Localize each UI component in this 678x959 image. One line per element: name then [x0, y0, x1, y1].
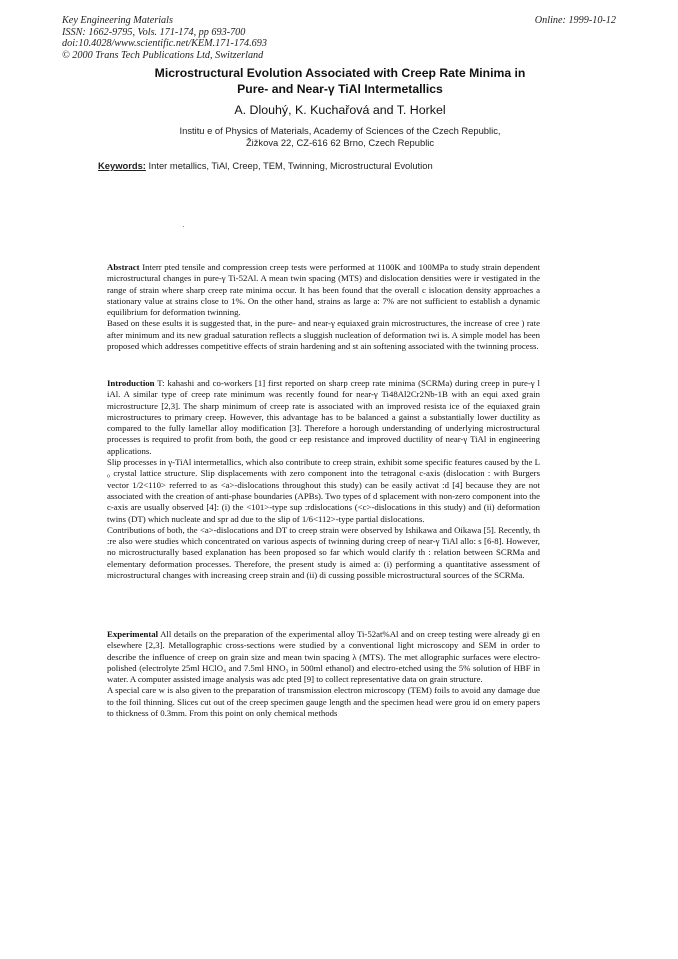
issn-line: ISSN: 1662-9795, Vols. 171-174, pp 693-700 [62, 26, 246, 38]
online-date: Online: 1999-10-12 [534, 15, 616, 26]
abstract-paragraph-2: Based on these esults it is suggested that, in the pure- and near-γ equiaxed grain microstructures, the increase of cree ) rate after minimum and its new gradual saturation reflects a sluggish nucleation of deformation twi is. A simple model has been proposed which addresses competitive effects of strain hardening and st ain softening associated with the twinning process. [107, 318, 540, 352]
intro-paragraph-1 [107, 378, 540, 457]
title-line-1: Microstructural Evolution Associated with Creep Rate Minima in [154, 66, 526, 80]
abstract-heading: Abstract [107, 262, 140, 272]
abstract-text-1: Interr pted tensile and compression creep tests were performed at 1100K and 100MPa to study strain dependent microstructural changes in pure-γ Ti-52Al. A mean twin spacing (MTS) and dislocation densities were ir vestigated in the range of strain where sharp creep rate minima occur. It has been found that the overall c islocation density approaches a stationary value at strains close to 1%. On the other hand, strains as large a: 7% are not sufficient to establish a dynamic equilibrium for deformation twinning. [107, 262, 540, 318]
title-line-2: Pure- and Near-γ TiAl Intermetallics [237, 82, 443, 96]
introduction-section [107, 378, 540, 581]
abstract-paragraph-1 [107, 262, 540, 318]
experimental-heading: Experimental [107, 629, 159, 639]
author-list: A. Dlouhý, K. Kuchařová and T. Horkel [234, 103, 446, 117]
affiliation [90, 125, 590, 149]
introduction-heading: Introduction [107, 378, 155, 388]
paper-title [90, 65, 590, 97]
journal-name: Key Engineering Materials [62, 15, 173, 26]
abstract-section [107, 262, 540, 352]
intro-paragraph-2: Slip processes in γ-TiAl intermetallics, which also contribute to creep strain, exhibit some specific features caused by the L ₀ crystal lattice structure. Slip displacements with zero component into the tetragonal c-axis (dislocation : with Burgers vector 1/2<110> referred to as <a>-dislocations throughout this study) can be easily activat :d [4] because they are not associated with the creation of anti-phase boundaries (APBs). Two types of d splacement with non-zero component into the c-axis are usually observed [4]: (i) the <101>-type sup :rdislocations (<c>-dislocations in this study) and (ii) deformation twins (DT) which nucleate and spr ad due to the slip of 1/6<112>-type partial dislocations. [107, 457, 540, 524]
keywords-label: Keywords: [98, 160, 146, 171]
experimental-text-1: All details on the preparation of the experimental alloy Ti-52at%Al and on creep testing were already gi en elsewhere [2,3]. Metallographic cross-sections were studied by a conventional light microscopy and SEM in order to describe the influence of creep on grain size and mean twin spacing λ (MTS). The met allographic surfaces were electro-polished (electrolyte 25ml HClO₄ and 7.5ml HNO₃ in 500ml ethanol) and electro-etched using the 5% solution of HBF in water. A computer assisted image analysis was adc pted [9] to collect representative data on grain structure. [107, 629, 540, 685]
experimental-paragraph-1 [107, 629, 540, 685]
copyright-line: © 2000 Trans Tech Publications Ltd, Switzerland [62, 49, 264, 61]
journal-header [62, 15, 267, 61]
intro-paragraph-3: Contributions of both, the <a>-dislocations and DT to creep strain were observed by Ishikawa and Oikawa [5]. Recently, th :re also were studies which concentrated on various aspects of twinning during creep of near-γ TiAl allo: s [6-8]. However, no microstructurally based explanation has been proposed so far which would clarify th : relation between SCRMa and elementary deformation processes. Therefore, the present study is aimed a: (i) performing a quantitative assessment of microstructural changes with increasing creep strain and (ii) di cussing possible microstructural sources of the SCRMa. [107, 524, 540, 581]
affiliation-line-2: Žižkova 22, CZ-616 62 Brno, Czech Republic [245, 137, 435, 148]
affiliation-line-1: Institu e of Physics of Materials, Academy of Sciences of the Czech Republic, [179, 125, 501, 136]
keywords [98, 160, 598, 171]
scan-speck [183, 226, 184, 227]
experimental-section [107, 629, 540, 719]
experimental-paragraph-2: A special care w is also given to the preparation of transmission electron microscopy (TEM) foils to avoid any damage due to the foil thinning. Slices cut out of the creep specimen gauge length and the specimen head were grou id on emery papers to thickness of 0.3mm. From this point on only chemical methods [107, 685, 540, 719]
doi-line: doi:10.4028/www.scientific.net/KEM.171-174.693 [62, 38, 267, 50]
intro-text-1: T: kahashi and co-workers [1] first reported on sharp creep rate minima (SCRMa) during creep in pure-γ l iAl. A similar type of creep rate minimum was recently found for near-γ Ti48Al2Cr2Nb-1B with an equi axed grain microstructure [2,3]. The sharp minimum of creep rate is associated with an improved resista ice of the equiaxed grain microstructures to primary creep. However, this advantage has to be balanced a gainst a substantially lower ductility as compared to the fully lamellar alloy modification [3]. Therefore a horough understanding of underlying microstructural processes is required to profit from both, the good cr eep resistance and improved ductility of near-γ TiAl in engineering applications. [107, 378, 540, 456]
keywords-text: Inter metallics, TiAl, Creep, TEM, Twinning, Microstructural Evolution [148, 160, 433, 171]
